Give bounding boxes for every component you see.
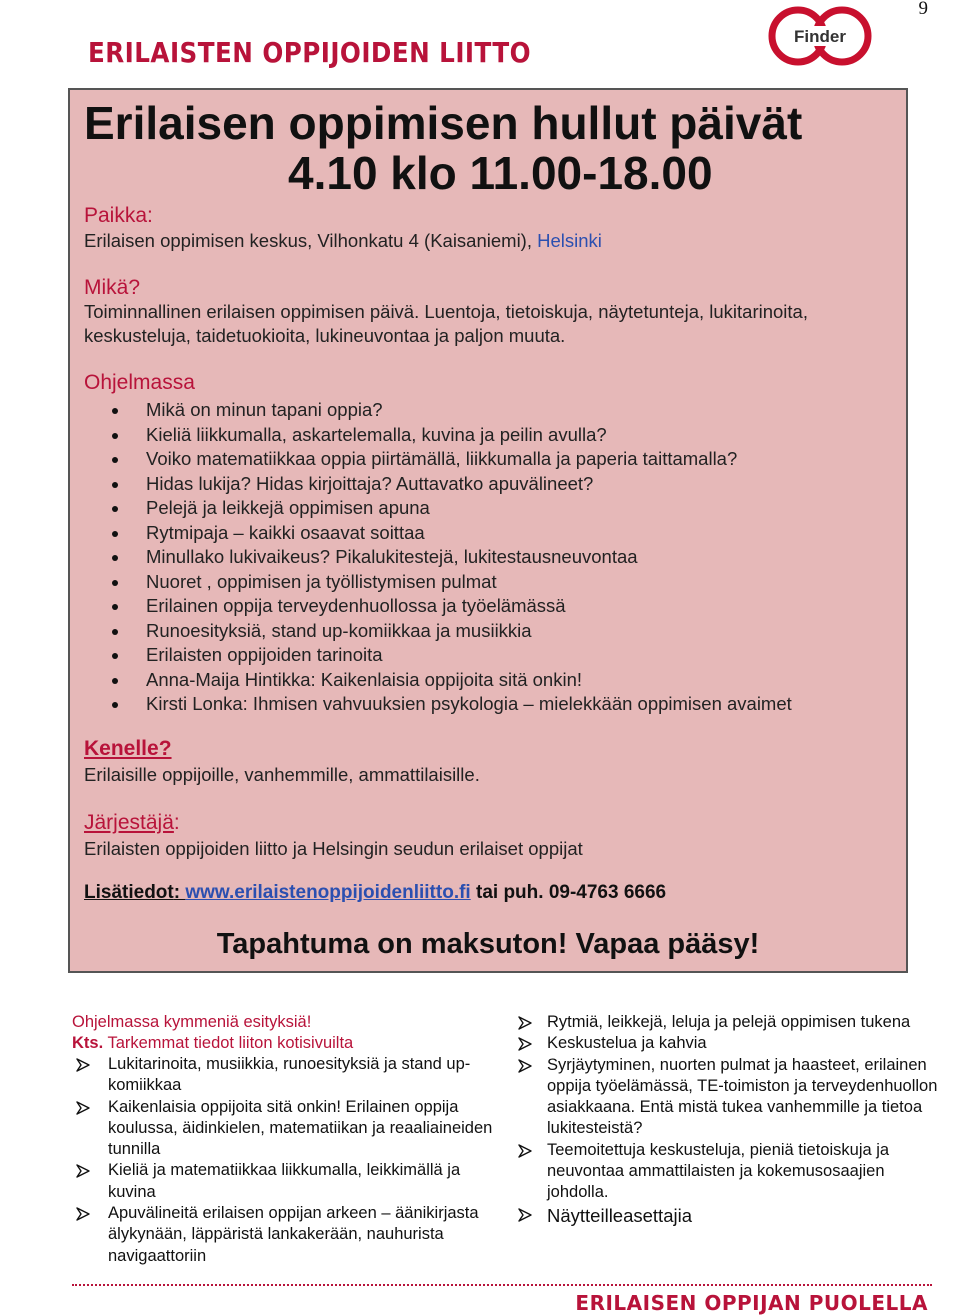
program-item-text: Minullako lukivaikeus? Pikalukitestejä, lukitestausneuvontaa <box>146 546 638 567</box>
bullet-icon <box>112 482 118 488</box>
logo-text: Finder <box>794 27 846 46</box>
arrow-bullet-icon <box>76 1207 90 1221</box>
header-title: ERILAISTEN OPPIJOIDEN LIITTO <box>88 36 531 69</box>
list-item <box>514 1140 944 1204</box>
list-item <box>72 1097 512 1161</box>
info-colon: : <box>173 882 186 903</box>
see-prefix: Kts. <box>72 1034 104 1052</box>
info-label: Lisätiedot <box>84 882 174 903</box>
event-box <box>68 88 908 973</box>
list-item <box>514 1204 944 1228</box>
program-item-text: Runoesityksiä, stand up-komiikkaa ja musiikkia <box>146 619 532 641</box>
arrow-bullet-icon <box>76 1058 90 1072</box>
bullet-icon <box>112 678 118 684</box>
event-title: Erilaisen oppimisen hullut päivät <box>84 97 803 149</box>
program-item-text: Pelejä ja leikkejä oppimisen apuna <box>146 497 430 518</box>
program-item <box>84 545 792 570</box>
program-item-text: Erilaisten oppijoiden tarinoita <box>146 644 383 665</box>
list-item-text: Näytteilleasettajia <box>547 1204 692 1226</box>
arrow-bullet-icon <box>518 1208 532 1222</box>
see-text: Tarkemmat tiedot liiton kotisivuilta <box>103 1034 354 1052</box>
free-entry-text: Tapahtuma on maksuton! Vapaa pääsy! <box>216 928 760 960</box>
arrow-bullet-icon <box>518 1016 532 1030</box>
what-line-1: Toiminnallinen erilaisen oppimisen päivä. Luentoja, tietoiskuja, näytetunteja, lukitarinoita, <box>84 301 808 322</box>
program-item-text: Mikä on minun tapani oppia? <box>146 399 383 420</box>
info-line <box>84 882 666 904</box>
organizer-colon: : <box>173 811 180 834</box>
program-item <box>84 398 792 423</box>
list-item-text: Lukitarinoita, musiikkia, runoesityksiä ja stand up-komiikkaa <box>108 1055 471 1095</box>
organizer-text: Erilaisten oppijoiden liitto ja Helsingin seudun erilaiset oppijat <box>84 838 583 859</box>
program-item <box>84 619 792 644</box>
bullet-icon <box>112 604 118 610</box>
organizer-heading <box>84 811 180 835</box>
program-item <box>84 447 792 472</box>
list-item <box>72 1054 512 1097</box>
page-number: 9 <box>918 0 928 19</box>
bottom-intro: Ohjelmassa kymmeniä esityksiä! <box>72 1013 312 1031</box>
list-item <box>72 1160 512 1203</box>
program-item-text: Voiko matematiikkaa oppia piirtämällä, liikkumalla ja paperia taittamalla? <box>146 448 738 469</box>
list-item-text: Kaikenlaisia oppijoita sitä onkin! Erilainen oppija koulussa, äidinkielen, matematiikan ja reaaliaineiden tunnilla <box>108 1097 493 1159</box>
program-item <box>84 594 792 619</box>
bottom-left-column <box>72 1012 512 1267</box>
list-item-text: Teemoitettuja keskusteluja, pieniä tietoiskuja ja neuvontaa ammattilaisten ja kokemusosaajien johdolla. <box>547 1140 890 1202</box>
program-item <box>84 496 792 521</box>
program-item <box>84 423 792 448</box>
program-item-text: Erilainen oppija terveydenhuollossa ja työelämässä <box>146 595 566 616</box>
bullet-icon <box>112 629 118 635</box>
bullet-icon <box>112 457 118 463</box>
list-item-text: Kieliä ja matematiikkaa liikkumalla, leikkimällä ja kuvina <box>108 1161 461 1201</box>
program-list <box>84 398 792 717</box>
bullet-icon <box>112 433 118 439</box>
footer-divider <box>72 1284 932 1286</box>
list-item-text: Syrjäytyminen, nuorten pulmat ja haasteet, erilainen oppija työelämässä, TE-toimiston ja terveydenhuollon asiakkaana. Entä mistä tukea vanhemmille ja tietoa lukitesteistä? <box>547 1055 938 1138</box>
bullet-icon <box>112 555 118 561</box>
program-item <box>84 472 792 497</box>
list-item-text: Apuvälineitä erilaisen oppijan arkeen – äänikirjasta älykynään, läppäristä lankakerään, nauhurista navigaattoriin <box>108 1204 479 1265</box>
bottom-right-column <box>514 1012 944 1228</box>
for-whom-label: Kenelle? <box>84 737 172 760</box>
bullet-icon <box>112 580 118 586</box>
program-item <box>84 521 792 546</box>
list-item <box>514 1033 944 1054</box>
bottom-see-line <box>72 1033 512 1054</box>
organizer-label: Järjestäjä <box>84 811 174 834</box>
bullet-icon <box>112 653 118 659</box>
arrow-bullet-icon <box>518 1059 532 1073</box>
program-item-text: Nuoret , oppimisen ja työllistymisen pulmat <box>146 570 497 592</box>
what-label: Mikä? <box>84 276 141 299</box>
event-date: 4.10 klo 11.00-18.00 <box>288 147 713 199</box>
bullet-icon <box>112 506 118 512</box>
program-item-text: Rytmipaja – kaikki osaavat soittaa <box>146 521 425 543</box>
for-whom-text: Erilaisille oppijoille, vanhemmille, ammattilaisille. <box>84 764 480 785</box>
finder-logo <box>768 4 872 68</box>
program-item-text: Kieliä liikkumalla, askartelemalla, kuvina ja peilin avulla? <box>146 423 607 445</box>
right-bullet-list <box>514 1012 944 1228</box>
list-item <box>514 1012 944 1033</box>
list-item-text: Rytmiä, leikkejä, leluja ja pelejä oppimisen tukena <box>547 1013 911 1031</box>
program-item-text: Hidas lukija? Hidas kirjoittaja? Auttavatko apuvälineet? <box>146 472 594 494</box>
arrow-bullet-icon <box>518 1037 532 1051</box>
arrow-bullet-icon <box>76 1101 90 1115</box>
program-item-text: Anna-Maija Hintikka: Kaikenlaisia oppijoita sitä onkin! <box>146 668 583 690</box>
list-item-text: Keskustelua ja kahvia <box>547 1034 707 1053</box>
bullet-icon <box>112 702 118 708</box>
website-link[interactable]: www.erilaistenoppijoidenliitto.fi <box>185 882 471 903</box>
list-item <box>514 1055 944 1140</box>
place-label: Paikka: <box>84 204 153 227</box>
arrow-bullet-icon <box>518 1144 532 1158</box>
place-text <box>84 230 602 252</box>
footer-text: ERILAISEN OPPIJAN PUOLELLA <box>575 1291 928 1315</box>
arrow-bullet-icon <box>76 1164 90 1178</box>
place-address: Erilaisen oppimisen keskus, Vilhonkatu 4 (Kaisaniemi), <box>84 230 538 251</box>
program-item <box>84 692 792 717</box>
program-item-text: Kirsti Lonka: Ihmisen vahvuuksien psykologia – mielekkään oppimisen avaimet <box>146 693 792 714</box>
bullet-icon <box>112 531 118 537</box>
program-item <box>84 643 792 668</box>
program-item <box>84 668 792 693</box>
list-item <box>72 1203 512 1267</box>
program-item <box>84 570 792 595</box>
info-phone: tai puh. 09-4763 6666 <box>470 882 667 903</box>
program-label: Ohjelmassa <box>84 371 195 394</box>
left-bullet-list <box>72 1054 512 1267</box>
bullet-icon <box>112 408 118 414</box>
place-city: Helsinki <box>537 230 602 251</box>
what-line-2: keskusteluja, taidetuokioita, lukineuvontaa ja paljon muuta. <box>84 325 566 346</box>
